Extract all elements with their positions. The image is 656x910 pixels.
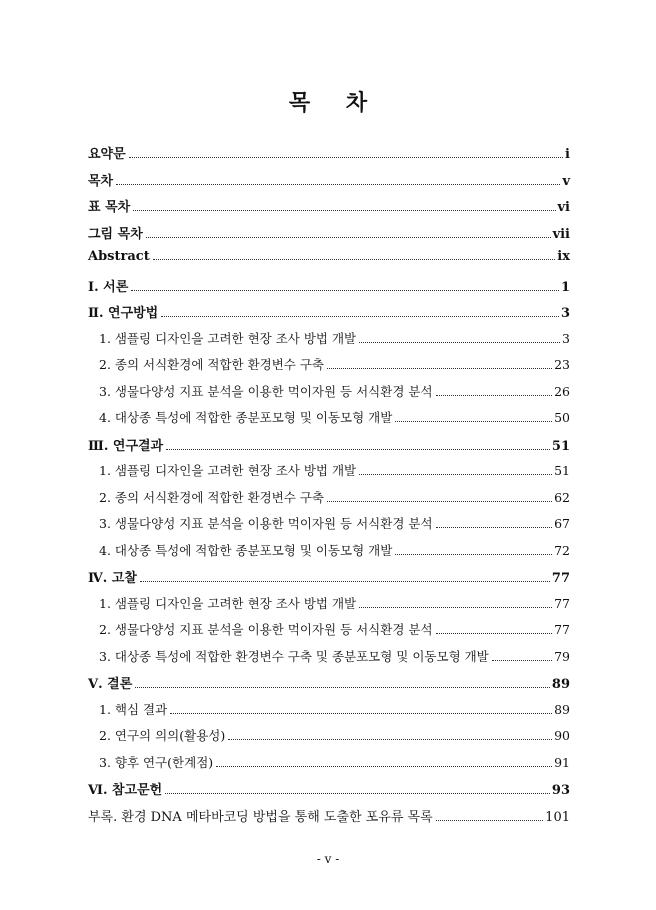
toc-entry-page-number: vi	[557, 200, 570, 215]
dot-leader	[135, 687, 550, 688]
toc-entry-label: 2. 생물다양성 지표 분석을 이용한 먹이자원 등 서식환경 분석	[99, 622, 433, 637]
toc-entry-page-number: 77	[554, 595, 570, 611]
toc-entry-page-number: 101	[545, 809, 570, 825]
dot-leader	[140, 581, 550, 582]
toc-entry-page-number: 23	[554, 357, 570, 372]
toc-entry[interactable]	[88, 726, 570, 753]
dot-leader	[228, 739, 552, 740]
dot-leader	[131, 290, 559, 291]
toc-entry[interactable]	[88, 408, 570, 435]
dot-leader	[129, 157, 563, 158]
toc-entry[interactable]	[88, 170, 570, 197]
toc-entry[interactable]	[88, 620, 570, 647]
toc-entry-label: 1. 샘플링 디자인을 고려한 현장 조사 방법 개발	[99, 595, 357, 611]
toc-entry-page-number: 93	[551, 783, 570, 798]
toc-entry-label: Ⅱ. 연구방법	[88, 306, 159, 321]
dot-leader	[327, 368, 552, 369]
toc-entry-page-number: vii	[552, 226, 570, 242]
toc-entry-label: Ⅵ. 참고문헌	[88, 783, 163, 798]
toc-entry-label: 요약문	[88, 147, 126, 162]
toc-entry-page-number: 90	[554, 728, 570, 743]
dot-leader	[436, 527, 553, 528]
toc-entry-page-number: 72	[554, 542, 570, 558]
toc-entry[interactable]	[88, 594, 570, 621]
toc-entry[interactable]	[88, 647, 570, 674]
dot-leader	[395, 554, 552, 555]
toc-entry-page-number: 51	[551, 438, 570, 454]
toc-entry-label: 3. 향후 연구(한계점)	[99, 754, 214, 770]
toc-entry-page-number: 77	[554, 622, 570, 637]
toc-entry-label: 표 목차	[88, 200, 131, 215]
toc-entry-label: Abstract	[88, 249, 150, 264]
toc-entry-page-number: 50	[554, 410, 570, 425]
dot-leader	[359, 607, 552, 608]
table-of-contents	[88, 143, 570, 832]
toc-entry[interactable]	[88, 276, 570, 303]
toc-entry-page-number: 3	[562, 330, 570, 346]
toc-entry[interactable]	[88, 249, 570, 276]
dot-leader	[133, 210, 555, 211]
toc-entry[interactable]	[88, 514, 570, 541]
toc-entry-label: 목차	[88, 173, 114, 189]
toc-entry-label: 3. 생물다양성 지표 분석을 이용한 먹이자원 등 서식환경 분석	[99, 383, 433, 399]
toc-entry-page-number: 79	[554, 648, 570, 664]
dot-leader	[327, 501, 552, 502]
toc-entry-page-number: 91	[554, 754, 570, 770]
dot-leader	[165, 793, 550, 794]
dot-leader	[436, 633, 553, 634]
dot-leader	[170, 713, 552, 714]
page-number: - v -	[316, 852, 340, 866]
toc-entry[interactable]	[88, 541, 570, 568]
dot-leader	[161, 316, 559, 317]
dot-leader	[395, 421, 552, 422]
toc-entry-label: Ⅳ. 고찰	[88, 571, 137, 586]
toc-entry-page-number: 67	[554, 516, 570, 531]
toc-entry-page-number: 1	[560, 279, 570, 295]
dot-leader	[216, 766, 552, 767]
toc-entry-label: 2. 연구의 의의(활용성)	[99, 728, 226, 743]
toc-entry[interactable]	[88, 461, 570, 488]
toc-entry-page-number: 26	[554, 383, 570, 399]
toc-entry-label: 1. 샘플링 디자인을 고려한 현장 조사 방법 개발	[99, 330, 357, 346]
dot-leader	[436, 820, 544, 821]
dot-leader	[116, 184, 560, 185]
toc-entry[interactable]	[88, 382, 570, 409]
toc-entry[interactable]	[88, 223, 570, 250]
toc-entry[interactable]	[88, 435, 570, 462]
toc-entry-label: 2. 종의 서식환경에 적합한 환경변수 구축	[99, 489, 324, 505]
page-title: 목 차	[288, 90, 382, 116]
toc-entry-label: Ⅰ. 서론	[88, 279, 129, 295]
toc-entry-label: 4. 대상종 특성에 적합한 종분포모형 및 이동모형 개발	[99, 542, 393, 558]
toc-entry-page-number: v	[562, 173, 570, 189]
toc-entry[interactable]	[88, 673, 570, 700]
toc-entry-label: 4. 대상종 특성에 적합한 종분포모형 및 이동모형 개발	[99, 410, 393, 425]
dot-leader	[492, 660, 552, 661]
dot-leader	[153, 259, 556, 260]
toc-entry-page-number: 51	[554, 463, 570, 478]
toc-entry[interactable]	[88, 567, 570, 594]
dot-leader	[359, 342, 560, 343]
dot-leader	[359, 474, 552, 475]
toc-entry-label: Ⅴ. 결론	[88, 677, 133, 692]
toc-entry-page-number: 77	[551, 571, 570, 586]
dot-leader	[166, 449, 550, 450]
toc-entry-label: 2. 종의 서식환경에 적합한 환경변수 구축	[99, 357, 324, 372]
toc-entry[interactable]	[88, 329, 570, 356]
toc-entry[interactable]	[88, 753, 570, 780]
toc-entry-label: Ⅲ. 연구결과	[88, 438, 164, 454]
toc-entry-page-number: 89	[551, 677, 570, 692]
toc-entry-label: 그림 목차	[88, 226, 143, 242]
toc-entry-label: 3. 대상종 특성에 적합한 환경변수 구축 및 종분포모형 및 이동모형 개발	[99, 648, 489, 664]
dot-leader	[436, 395, 553, 396]
toc-entry[interactable]	[88, 806, 570, 833]
dot-leader	[146, 237, 551, 238]
toc-entry-label: 1. 핵심 결과	[99, 701, 168, 717]
toc-entry-page-number: 89	[554, 701, 570, 717]
toc-entry-label: 3. 생물다양성 지표 분석을 이용한 먹이자원 등 서식환경 분석	[99, 516, 433, 531]
toc-entry[interactable]	[88, 700, 570, 727]
toc-entry[interactable]	[88, 488, 570, 515]
toc-entry-page-number: i	[565, 147, 570, 162]
toc-entry[interactable]	[88, 779, 570, 806]
toc-entry-label: 부록. 환경 DNA 메타바코딩 방법을 통해 도출한 포유류 목록	[88, 809, 433, 825]
toc-entry-page-number: ix	[557, 249, 570, 264]
toc-entry-label: 1. 샘플링 디자인을 고려한 현장 조사 방법 개발	[99, 463, 357, 478]
toc-entry[interactable]	[88, 196, 570, 223]
toc-entry-page-number: 62	[554, 489, 570, 505]
toc-entry-page-number: 3	[560, 306, 570, 321]
toc-entry[interactable]	[88, 302, 570, 329]
toc-entry[interactable]	[88, 143, 570, 170]
toc-entry[interactable]	[88, 355, 570, 382]
